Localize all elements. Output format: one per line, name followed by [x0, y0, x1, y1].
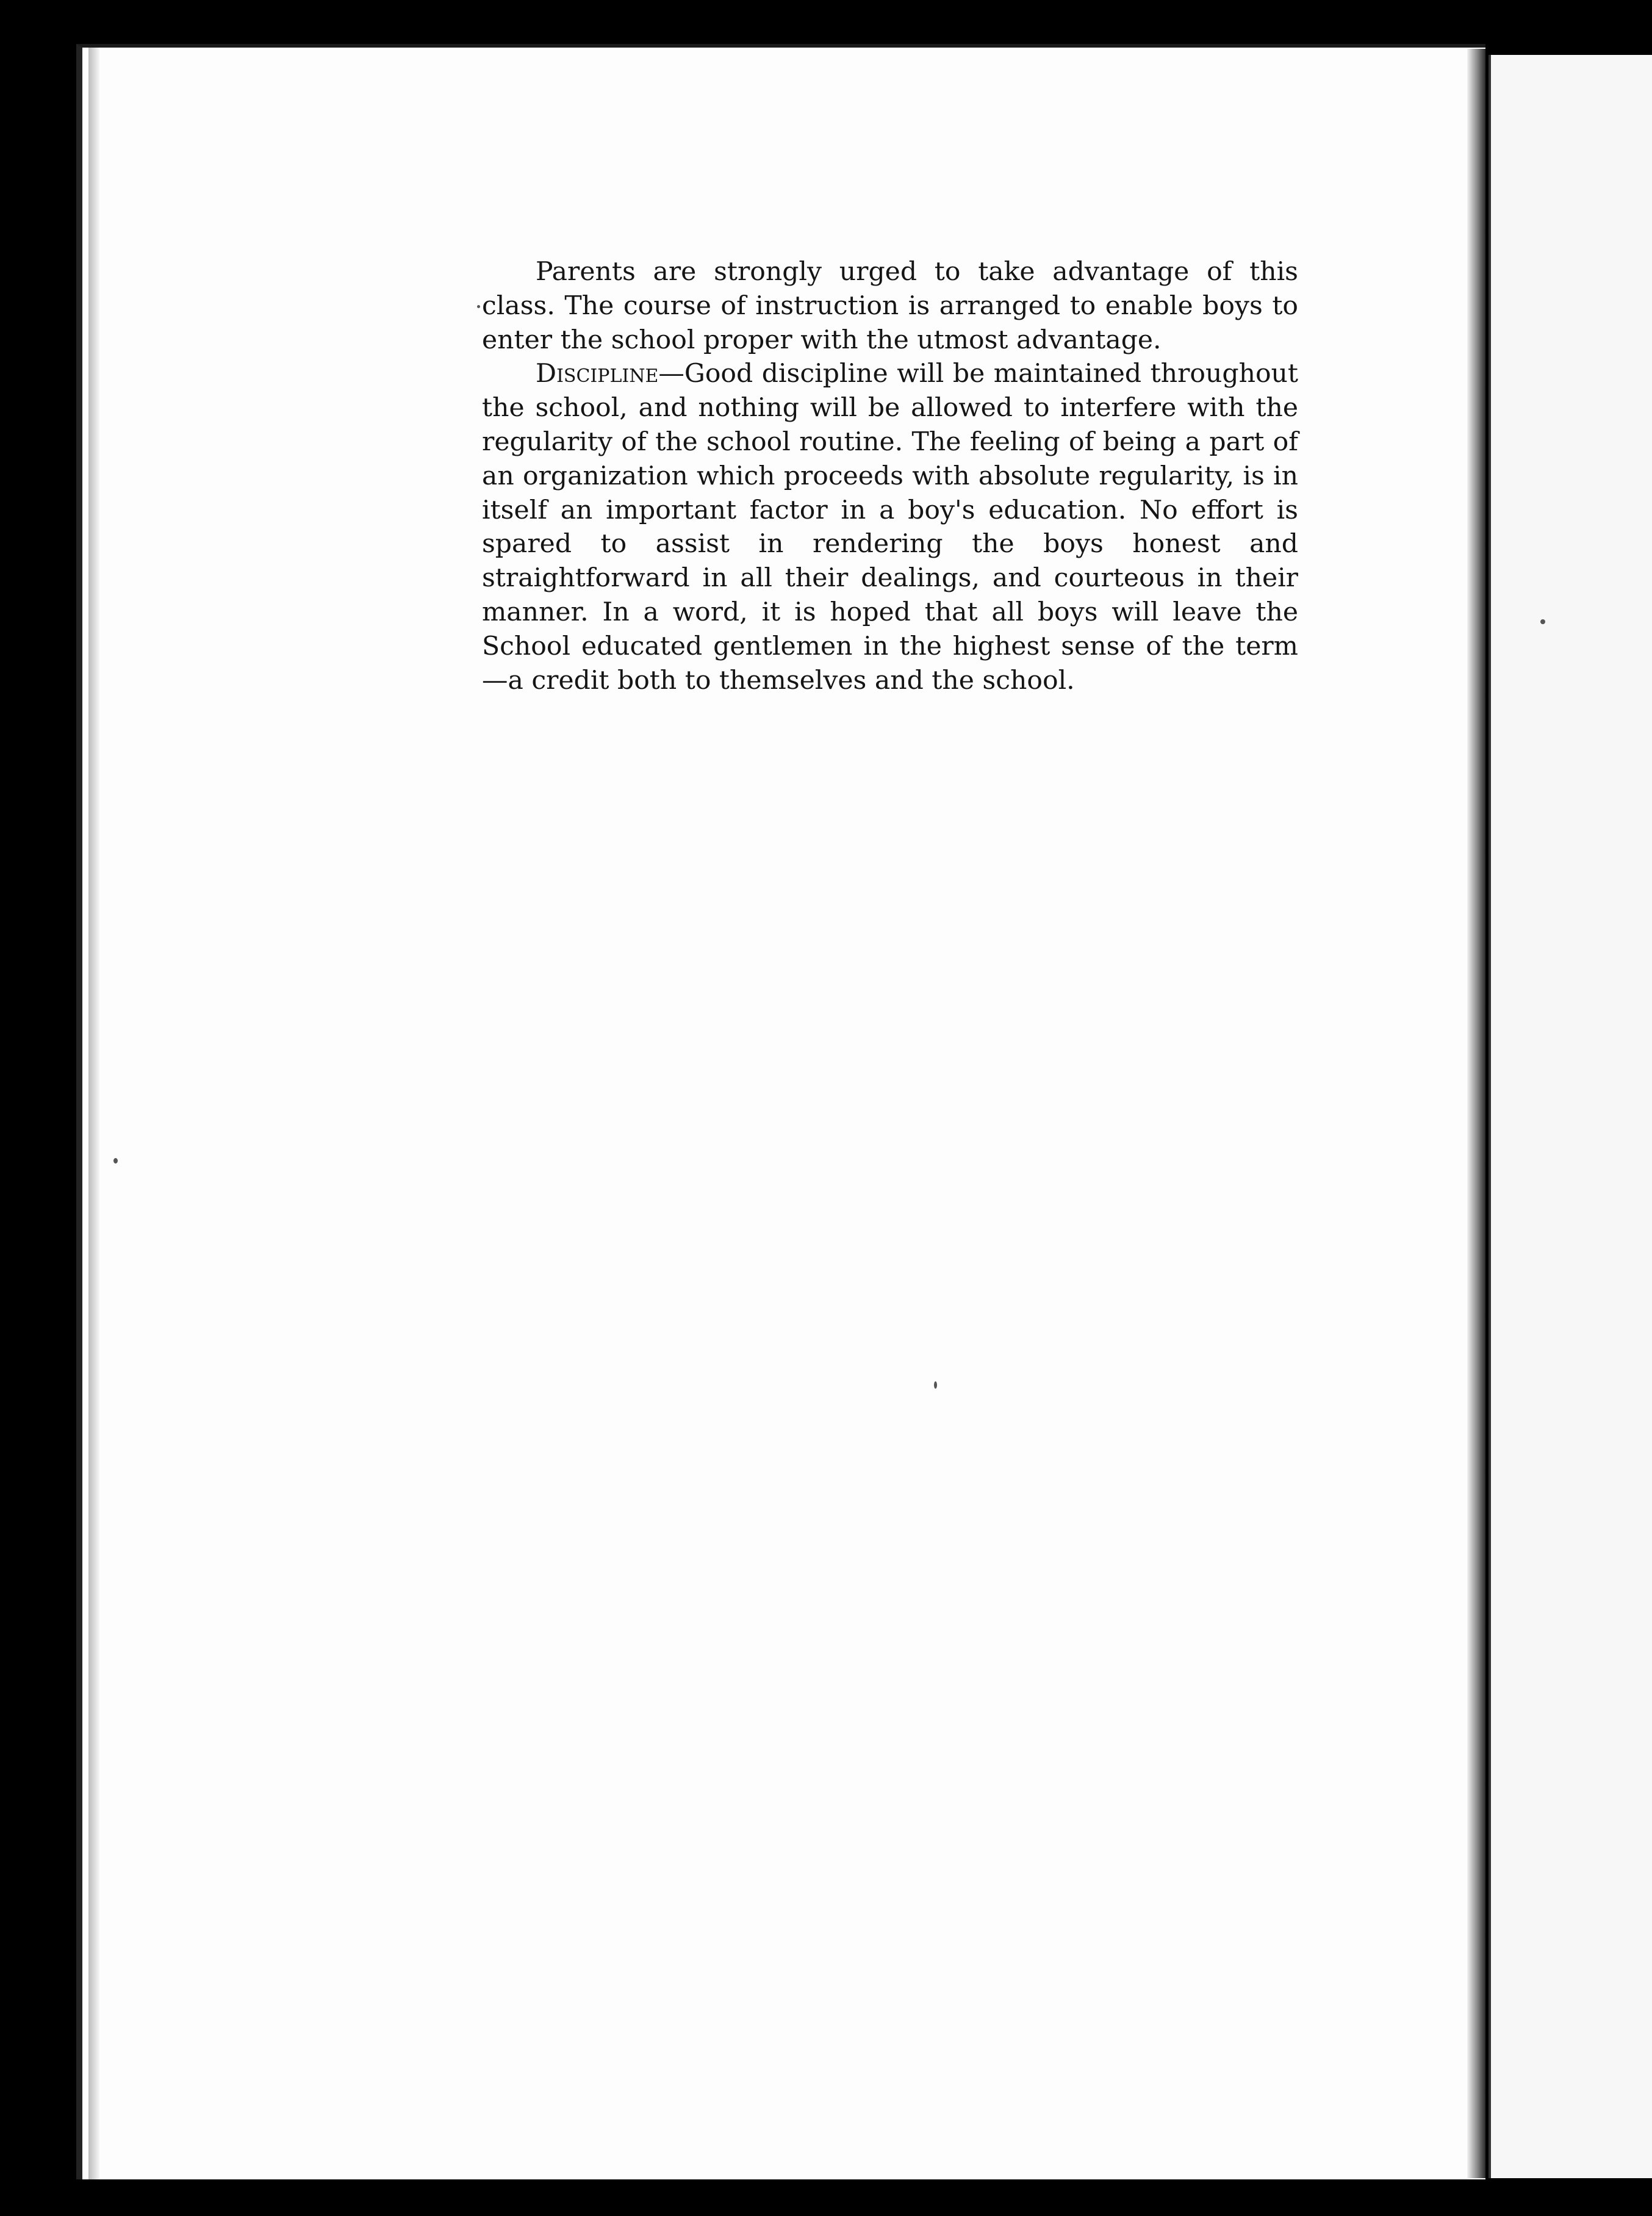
dust-speck [1540, 619, 1545, 624]
paragraph-discipline [482, 357, 1298, 697]
page-edge-shadow [88, 48, 99, 2179]
paragraph-text: —Good discipline will be maintained throughout the school, and nothing will be allowed to interfere with the regularity of the school routine. The feeling of being a part of an organization which proceeds with absolute regularity, is in itself an important factor in a boy's education. No effort is spared to assist in rendering the boys honest and straightforward in all their dealings, and courteous in their manner. In a word, it is hoped that all boys will leave the School educated gentlemen in the highest sense of the term—a credit both to themselves and the school. [482, 359, 1298, 696]
paragraph-parents [482, 255, 1298, 357]
body-text [482, 255, 1298, 697]
dust-speck [477, 305, 480, 308]
dust-speck [934, 1381, 937, 1389]
book-gutter [1467, 49, 1485, 2178]
paragraph-text: Parents are strongly urged to take advantage of this class. The course of instruction is arranged to enable boys to enter the school proper with the utmost advantage. [482, 257, 1298, 355]
section-heading-discipline: Discipline [536, 359, 659, 389]
adjacent-page-edge [1489, 55, 1652, 2178]
dust-speck [113, 1158, 118, 1164]
